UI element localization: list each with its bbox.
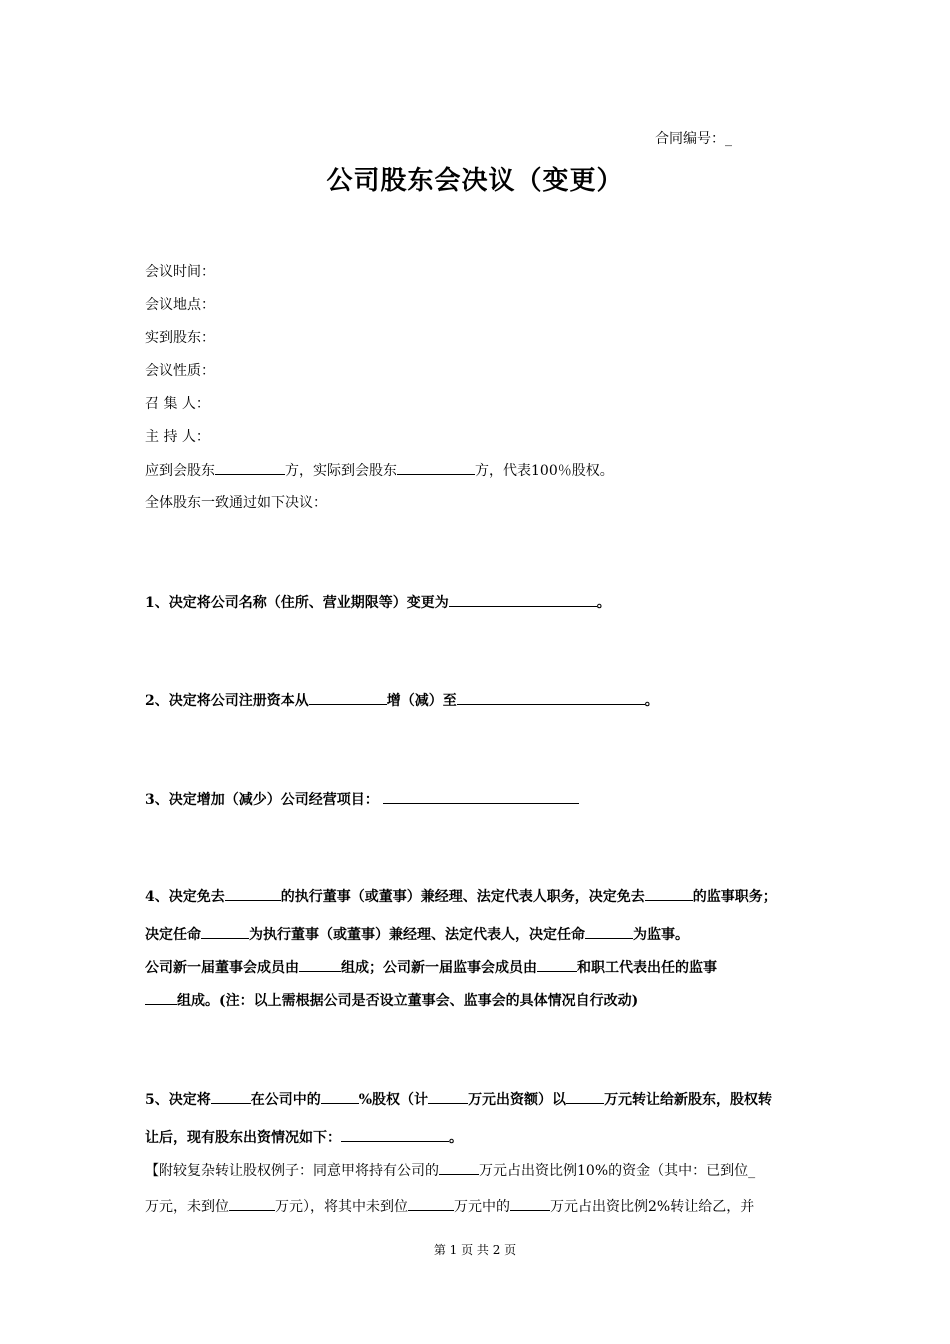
resolution-4-line-2: [145, 924, 689, 945]
r2-text-a: 2、决定将公司注册资本从: [145, 693, 309, 709]
example-line-2: [145, 1196, 754, 1217]
intro-line: 全体股东一致通过如下决议：: [145, 495, 327, 511]
blank: [211, 1089, 251, 1104]
field-meeting-place: 会议地点：: [145, 297, 215, 313]
field-meeting-nature: 会议性质：: [145, 363, 215, 379]
r4-l1-text-b: 的执行董事（或董事）兼经理、法定代表人职务，决定免去: [280, 889, 645, 905]
resolution-5-line-1: [145, 1089, 772, 1110]
r5-l2-text-b: 。: [449, 1130, 463, 1146]
r5-l1-text-c: %股权（计: [358, 1092, 429, 1108]
r4-l3-text-a: 公司新一届董事会成员由: [145, 960, 299, 976]
example-l1-text-a: 【附较复杂转让股权例子：同意甲将持有公司的: [145, 1163, 439, 1179]
contract-number: 合同编号：_: [655, 131, 732, 147]
example-l2-text-c: 万元中的: [454, 1199, 510, 1215]
r4-l1-text-a: 4、决定免去: [145, 889, 225, 905]
blank: [225, 886, 281, 901]
blank: [229, 1196, 275, 1211]
attendance-line: [145, 460, 614, 481]
example-line-1: [145, 1160, 755, 1181]
r4-l1-text-c: 的监事职务；: [692, 889, 777, 905]
r5-l1-text-d: 万元出资额）以: [468, 1092, 567, 1108]
resolution-2: [145, 690, 659, 711]
r2-text-b: 增（减）至: [386, 693, 457, 709]
r5-l1-text-a: 5、决定将: [145, 1092, 211, 1108]
r4-l3-text-b: 组成；公司新一届监事会成员由: [341, 960, 537, 976]
field-convener: 召 集 人：: [145, 396, 210, 412]
r2-text-c: 。: [644, 693, 659, 709]
blank: [449, 592, 597, 607]
blank: [585, 924, 633, 939]
r5-l1-text-e: 万元转让给新股东，股权转: [604, 1092, 773, 1108]
r4-l2-text-b: 为执行董事（或董事）兼经理、法定代表人，决定任命: [249, 927, 585, 943]
blank: [645, 886, 693, 901]
resolution-4-line-1: [145, 886, 777, 907]
r1-text-b: 。: [596, 595, 611, 611]
blank: [341, 1127, 449, 1142]
field-meeting-time: 会议时间：: [145, 264, 215, 280]
blank: [439, 1160, 479, 1175]
page-footer: 第 1 页 共 2 页: [433, 1243, 517, 1257]
blank: [408, 1196, 454, 1211]
example-l2-text-d: 万元占出资比例2%转让给乙，并: [550, 1199, 755, 1215]
field-attendees: 实到股东：: [145, 330, 215, 346]
blank: [383, 789, 579, 804]
example-l2-text-a: 万元，未到位: [145, 1199, 229, 1215]
blank: [457, 690, 645, 705]
resolution-4-line-4: [145, 990, 638, 1011]
resolution-1: [145, 592, 611, 613]
r4-l2-text-c: 为监事。: [633, 927, 689, 943]
blank: [537, 957, 577, 972]
example-l2-text-b: 万元），将其中未到位: [275, 1199, 408, 1215]
example-l1-text-b: 万元占出资比例10%的资金（其中：已到位_: [479, 1163, 756, 1179]
blank: [309, 690, 387, 705]
blank: [428, 1089, 468, 1104]
resolution-4-line-3: [145, 957, 717, 978]
r4-l2-text-a: 决定任命: [145, 927, 201, 943]
blank: [397, 460, 475, 475]
r4-l4-text: 组成。(注：以上需根据公司是否设立董事会、监事会的具体情况自行改动): [177, 993, 639, 1009]
blank: [321, 1089, 359, 1104]
page-title: 公司股东会决议（变更）: [326, 166, 624, 196]
blank: [145, 990, 177, 1005]
r1-text-a: 1、决定将公司名称（住所、营业期限等）变更为: [145, 595, 449, 611]
attendance-text-a: 应到会股东: [145, 463, 215, 479]
attendance-text-b: 方，实际到会股东: [285, 463, 397, 479]
field-host: 主 持 人：: [145, 429, 210, 445]
blank: [299, 957, 341, 972]
r3-text-a: 3、决定增加（减少）公司经营项目：: [145, 792, 379, 808]
r5-l2-text-a: 让后，现有股东出资情况如下：: [145, 1130, 341, 1146]
attendance-text-c: 方，代表100％股权。: [475, 463, 614, 479]
blank: [201, 924, 249, 939]
r4-l3-text-c: 和职工代表出任的监事: [577, 960, 717, 976]
r5-l1-text-b: 在公司中的: [250, 1092, 321, 1108]
blank: [566, 1089, 604, 1104]
resolution-5-line-2: [145, 1127, 463, 1148]
blank: [510, 1196, 550, 1211]
resolution-3: [145, 789, 579, 810]
blank: [215, 460, 285, 475]
